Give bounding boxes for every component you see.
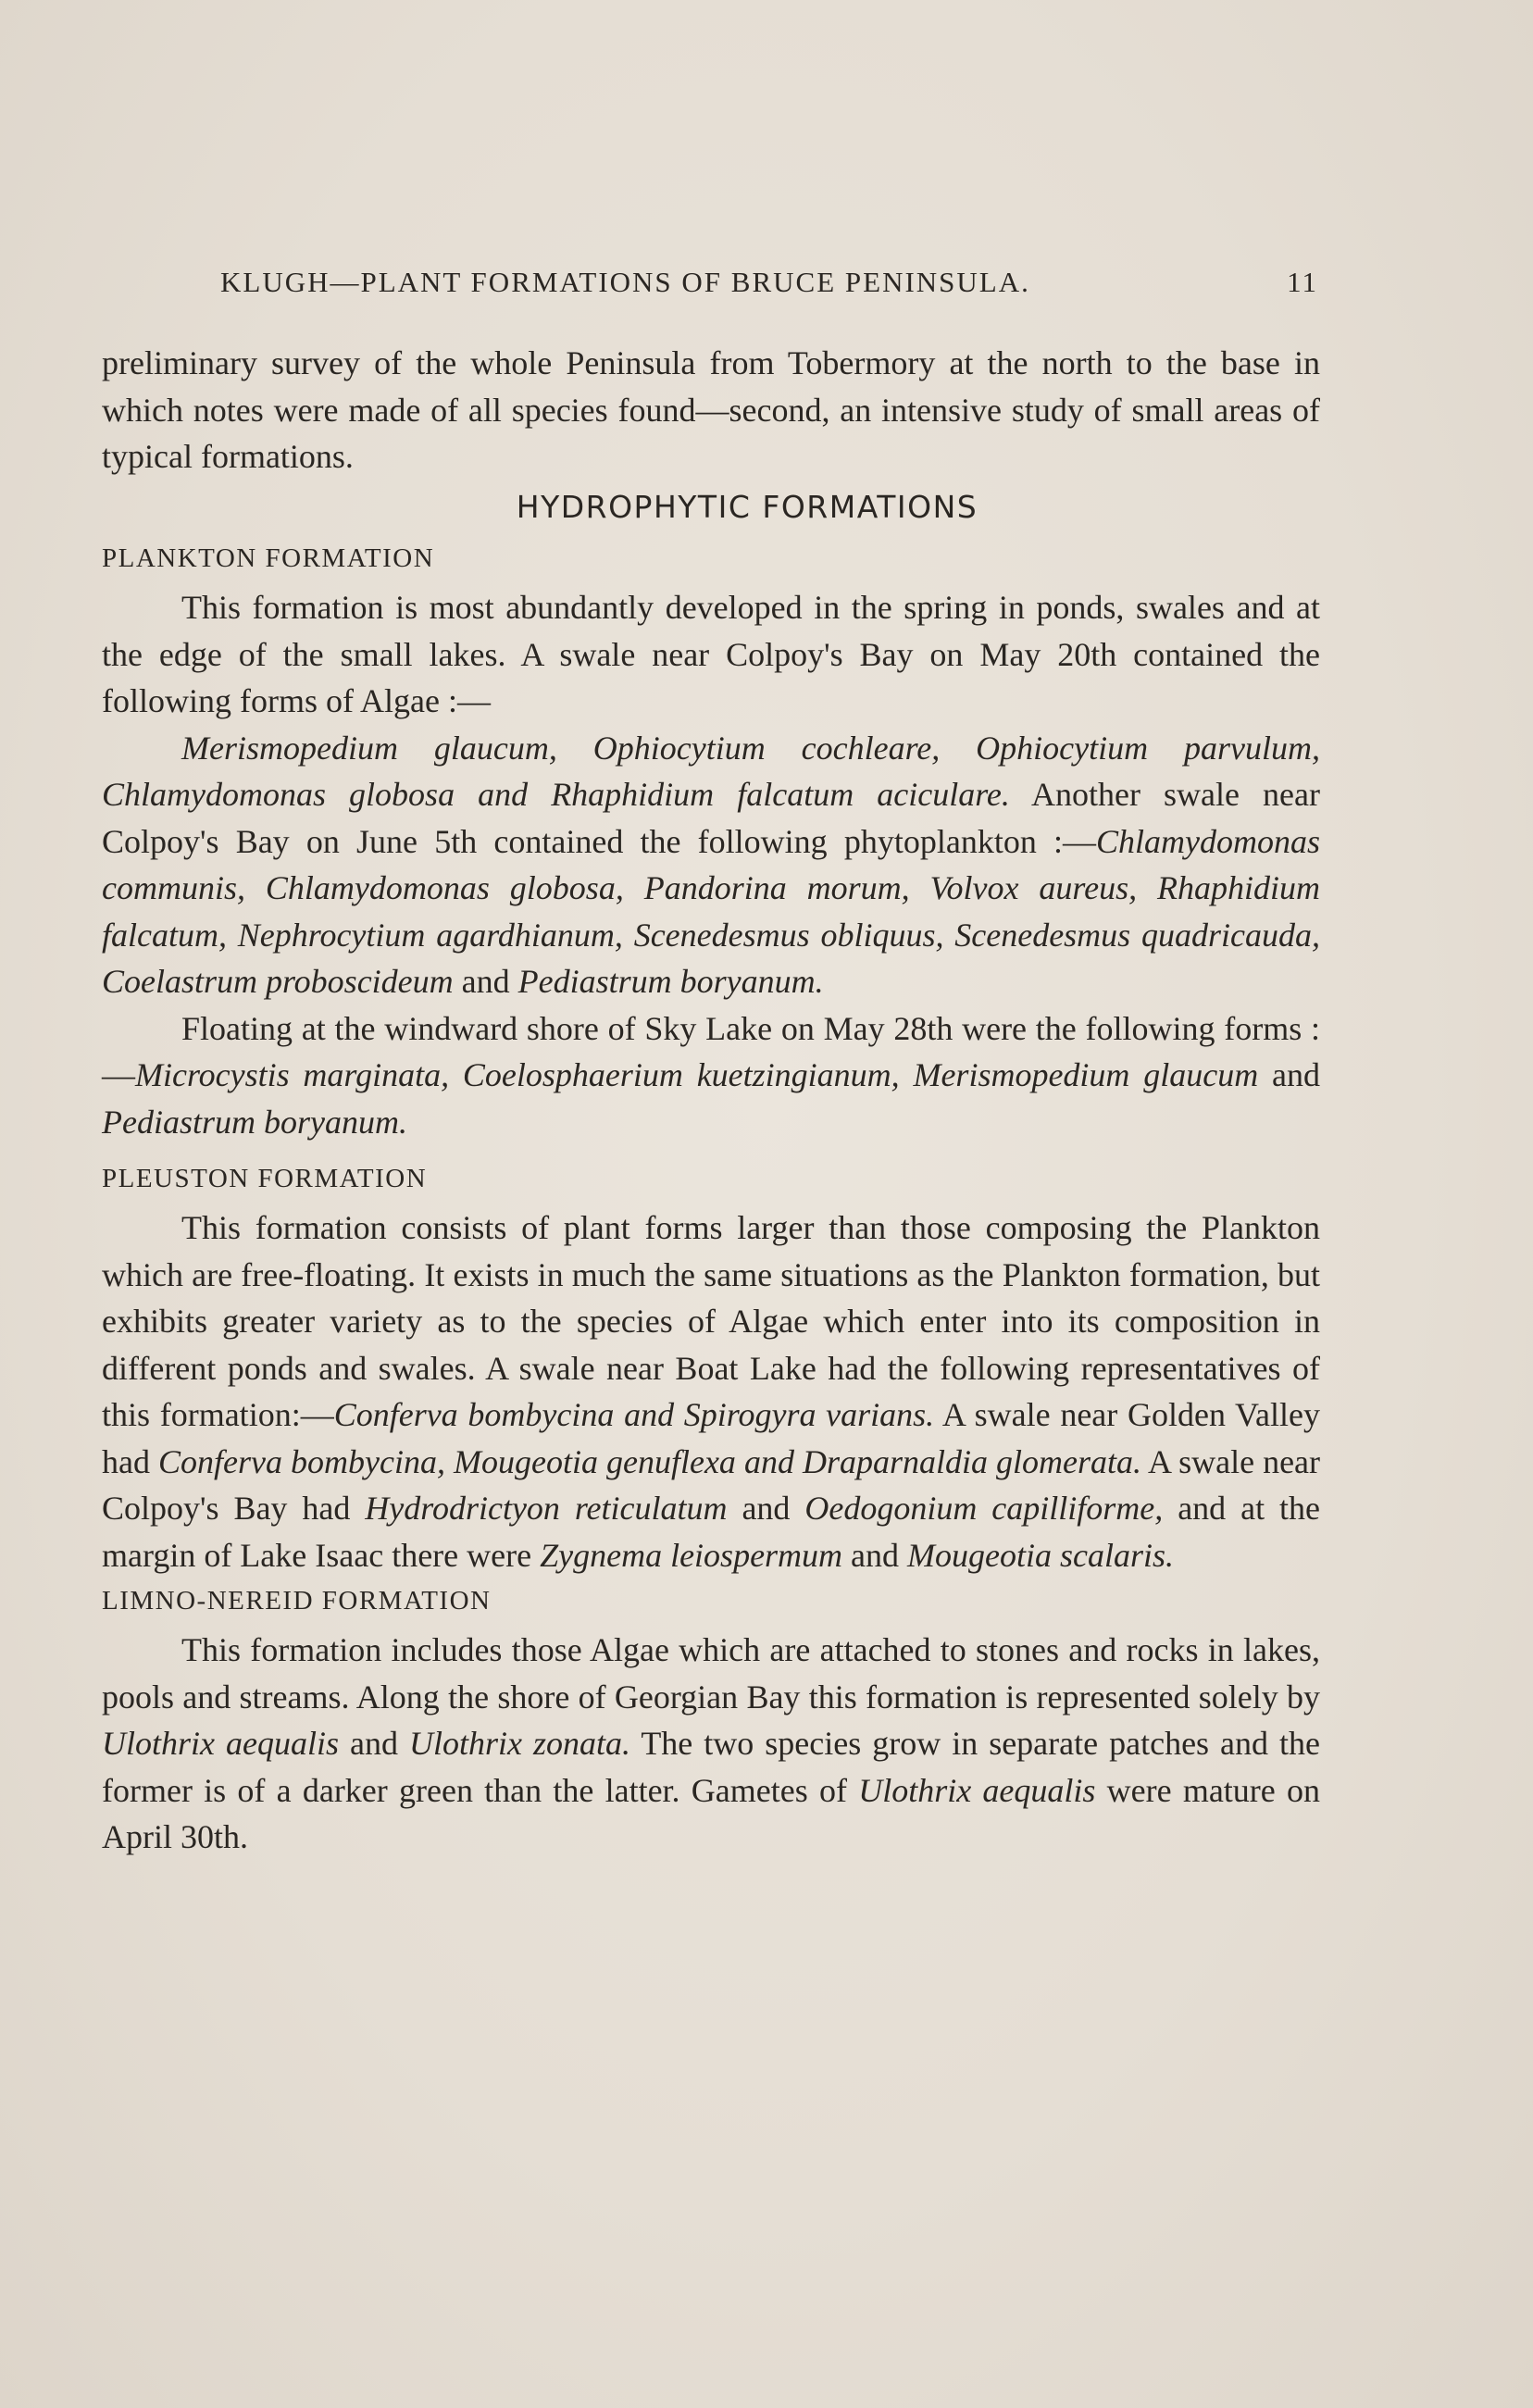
pleuston-text-4: and <box>742 1490 791 1527</box>
limno-species-3: Ulothrix aequalis <box>858 1771 1096 1809</box>
plankton-paragraph-species <box>102 725 1320 1005</box>
plankton-paragraph-2 <box>102 1005 1320 1146</box>
limno-species-1: Ulothrix aequalis <box>102 1725 339 1762</box>
pleuston-species-1: Conferva bombycina and Spirogyra varians. <box>333 1396 935 1433</box>
running-title: KLUGH—PLANT FORMATIONS OF BRUCE PENINSULA. <box>220 266 1030 298</box>
pleuston-text-3: A swale near Colpoy's Bay had <box>102 1442 1321 1527</box>
pleuston-species-3: Hydrodrictyon reticulatum <box>365 1490 728 1527</box>
limno-paragraph <box>102 1627 1320 1861</box>
pleuston-text: This formation consists of plant forms larger than those composing the Plankton which are free-floating. It exists in much the same situations as the Plankton formation, but exhibits greater variety as to the species of Algae which enter into its composition in different ponds and swales. A swale near Boat Lake had the following representatives of this formation:— <box>102 1209 1320 1433</box>
page-number: 11 <box>1287 266 1318 298</box>
plankton-text: This formation is most abundantly developed in the spring in ponds, swales and at the edge of the small lakes. A swale near Colpoy's Bay on May 20th contained the following forms of Algae :— <box>102 589 1320 719</box>
plankton-paragraph-1 <box>102 584 1320 725</box>
pleuston-paragraph <box>102 1204 1320 1578</box>
body-text <box>102 340 1320 1861</box>
running-head <box>220 266 1318 303</box>
limno-text-4: were mature on April 30th. <box>102 1771 1321 1855</box>
pleuston-species-2: Conferva bombycina, Mougeotia genuflexa and Draparnaldia glomerata. <box>158 1442 1141 1480</box>
limno-heading: LIMNO-NEREID FORMATION <box>102 1586 492 1616</box>
pleuston-text-6: and <box>851 1536 900 1574</box>
pleuston-text-5: and at the margin of Lake Isaac there were <box>102 1490 1320 1574</box>
limno-text: This formation includes those Algae which are attached to stones and rocks in lakes, pools and streams. Along the shore of Georgian Bay this formation is represented solely by <box>102 1631 1320 1716</box>
plankton-species-list-3: Pediastrum boryanum. <box>517 963 824 1000</box>
pleuston-text-2: A swale near Golden Valley had <box>102 1396 1320 1480</box>
plankton-text-cont: Another swale near Colpoy's Bay on June 5th contained the following phytoplankton :— <box>102 776 1320 860</box>
limno-text-2: and <box>349 1725 398 1762</box>
pleuston-species-5: Zygnema leiospermum <box>540 1536 843 1574</box>
pleuston-heading: PLEUSTON FORMATION <box>102 1164 428 1193</box>
limno-species-2: Ulothrix zonata. <box>408 1725 630 1762</box>
section-heading: HYDROPHYTIC FORMATIONS <box>516 488 978 525</box>
plankton-and: and <box>461 963 510 1000</box>
plankton-floating-species-2: Pediastrum boryanum. <box>102 1103 407 1141</box>
plankton-floating-species: Microcystis marginata, Coelosphaerium kuetzingianum, Merismopedium glaucum <box>135 1056 1259 1093</box>
plankton-text-2: Floating at the windward shore of Sky Lake on May 28th were the following forms :— <box>102 1009 1320 1093</box>
pleuston-species-6: Mougeotia scalaris. <box>907 1536 1175 1574</box>
plankton-heading: PLANKTON FORMATION <box>102 543 435 573</box>
plankton-and-2: and <box>1272 1056 1321 1093</box>
intro-paragraph: preliminary survey of the whole Peninsula from Tobermory at the north to the base in which notes were made of all species found—second, an intensive study of small areas of typical formations. <box>102 344 1320 475</box>
plankton-species-list: Merismopedium glaucum, Ophiocytium cochleare, Ophiocytium parvulum, Chlamydomonas globosa and Rhaphidium falcatum aciculare. <box>102 729 1320 813</box>
limno-text-3: The two species grow in separate patches and the former is of a darker green than the latter. Gametes of <box>102 1725 1320 1809</box>
spacer <box>102 1145 1320 1156</box>
pleuston-species-4: Oedogonium capilliforme, <box>804 1490 1164 1527</box>
plankton-species-list-2: Chlamydomonas communis, Chlamydomonas globosa, Pandorina morum, Volvox aureus, Rhaphidium falcatum, Nephrocytium agardhianum, Scenedesmus obliquus, Scenedesmus quadricauda, Coelastrum proboscideum <box>102 822 1320 1000</box>
